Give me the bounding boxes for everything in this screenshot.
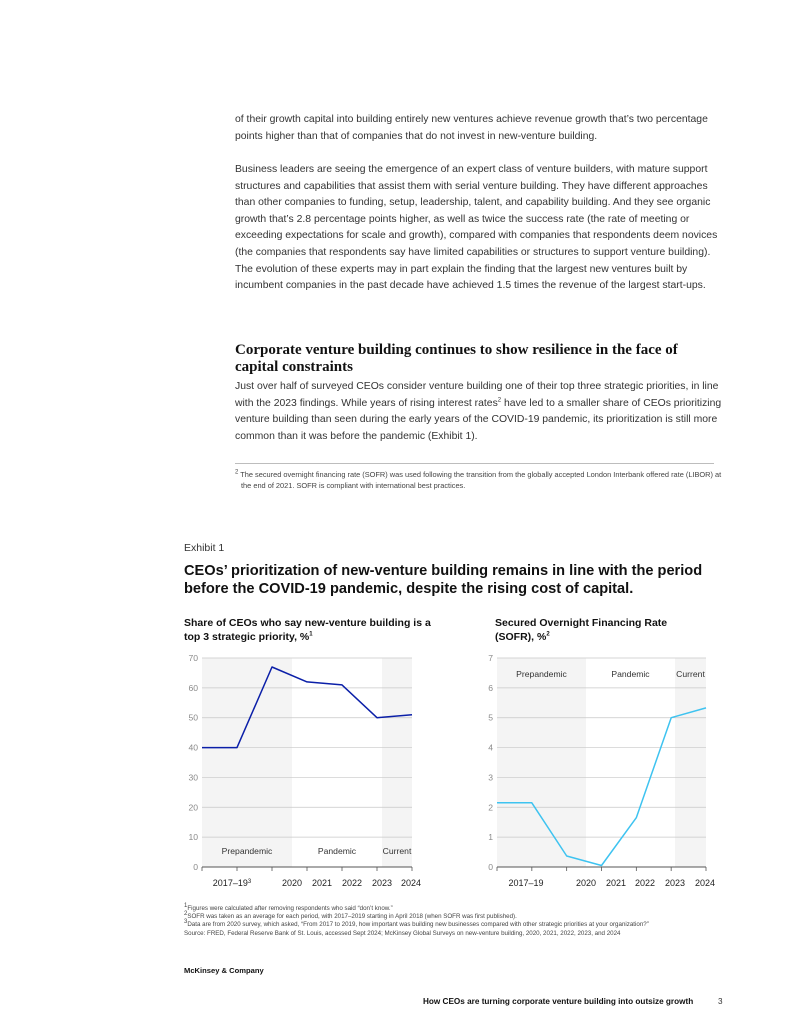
body-paragraph-1: of their growth capital into building entirely new ventures achieve revenue growth that’s two percentage points higher than that of companies that do not invest in new-venture building. (235, 114, 708, 142)
right-region-current-shade (675, 658, 706, 867)
right-x-tick-label: 2021 (605, 878, 627, 888)
note-2-number: 2 (184, 911, 188, 918)
right-chart-title-sup: 2 (546, 631, 550, 637)
right-x-tick-label: 2020 (575, 878, 597, 888)
right-x-tick-label: 2023 (664, 878, 686, 888)
note-3-text: Data are from 2020 survey, which asked, “From 2017 to 2019, how important was building new businesses compared with other strategic priorities at your organization?” (187, 921, 649, 929)
note-3 (184, 921, 724, 929)
left-y-tick-label: 0 (193, 862, 198, 872)
left-x-tick-label: 2024 (400, 878, 422, 888)
page-number: 3 (718, 997, 723, 1006)
body-paragraph-3-text-a: Just over half of surveyed CEOs consider venture building one of their top three strategic priorities, in line with the 2023 findings. While years of rising interest rates (235, 381, 719, 409)
left-x-tick-label: 2021 (311, 878, 333, 888)
left-chart (188, 653, 421, 888)
right-chart-title-text: Secured Overnight Financing Rate (SOFR), % (495, 617, 668, 643)
right-x-tick-label: 2017–19 (508, 878, 544, 888)
right-region-label-current: Current (676, 669, 705, 679)
body-paragraph-2: Business leaders are seeing the emergence of an expert class of venture builders, with mature support structures and capabilities that assist them with serial venture building. They have different approaches than other companies to funding, setup, leadership, talent, and capability building. And they see organic growth that’s 2.8 percentage points higher, as well as twice the success rate (the rate of meeting or exceeding expectations for scale and growth), compared with companies that respondents deem novices (the companies that respondents say have limited capabilities or structures to support venture building). The evolution of these experts may in part explain the finding that the largest new ventures built by incumbent companies in the past decade have achieved 1.5 times the revenue of the largest start-ups. (235, 164, 718, 292)
exhibit-label: Exhibit 1 (184, 542, 225, 554)
note-1-number: 1 (184, 902, 188, 909)
right-region-label-pandemic: Pandemic (611, 669, 650, 679)
footnote-ref-2: 2 (497, 397, 502, 404)
left-y-tick-label: 40 (188, 742, 198, 753)
note-2-text: SOFR was taken as an average for each period, with 2017–2019 starting in April 2018 (when SOFR was first published). (187, 913, 517, 921)
footnote-number: 2 (235, 469, 239, 476)
left-region-prepandemic-shade (202, 658, 292, 867)
right-y-tick-label: 4 (488, 742, 493, 753)
left-x-tick-label: 2023 (371, 878, 393, 888)
right-x-tick-label: 2024 (694, 878, 716, 888)
left-x-tick-label: $2017-19^3$ (212, 878, 252, 888)
right-region-label-prepandemic: Prepandemic (516, 669, 567, 679)
right-y-tick-label: 7 (488, 653, 493, 663)
left-region-label-pandemic: Pandemic (317, 846, 357, 856)
source-note: Source: FRED, Federal Reserve Bank of St. Louis, accessed Sept 2024; McKinsey Global Surveys on new-venture building, 2020, 2021, 2022, 2023, and 2024 (184, 929, 621, 937)
note-1-text: Figures were calculated after removing respondents who said “don’t know.” (187, 905, 393, 912)
brand-name: McKinsey & Company (184, 966, 264, 975)
left-region-label-current: Current (382, 846, 412, 856)
left-region-label-prepandemic: Prepandemic (221, 846, 273, 856)
right-y-tick-label: 0 (488, 862, 493, 872)
left-chart-title-sup: 1 (309, 631, 313, 637)
note-3-number: 3 (184, 919, 188, 926)
left-y-tick-label: 30 (188, 772, 198, 783)
left-y-tick-label: 60 (188, 682, 198, 693)
right-y-tick-label: 5 (488, 712, 493, 723)
note-1 (184, 902, 724, 913)
right-y-tick-label: 3 (488, 772, 493, 783)
left-x-tick-label: 2020 (281, 878, 303, 888)
left-y-tick-label: 10 (188, 832, 198, 843)
body-paragraph-3-text-b: have led to a smaller share of CEOs prioritizing venture building than seen during the early years of the COVID-19 pandemic, its prioritization is still more common than it was before the pandemic (Exhibit 1). (235, 397, 722, 442)
running-title: How CEOs are turning corporate venture building into outsize growth (423, 997, 694, 1006)
left-x-tick-label: 2022 (341, 878, 363, 888)
right-y-tick-label: 1 (488, 832, 493, 843)
right-chart (488, 653, 715, 888)
left-y-tick-label: 70 (188, 653, 198, 663)
left-y-tick-label: 50 (188, 712, 198, 723)
left-y-tick-label: 20 (188, 802, 198, 813)
left-chart-title-text: Share of CEOs who say new-venture building is a top 3 strategic priority, % (184, 617, 431, 643)
right-region-prepandemic-shade (497, 658, 586, 867)
section-heading: Corporate venture building continues to show resilience in the face of capital constraints (235, 342, 678, 375)
footnote-text: The secured overnight financing rate (SOFR) was used following the transition from the globally accepted London Interbank offered rate (LIBOR) at the end of 2021. SOFR is compliant with international best practices. (238, 470, 722, 490)
left-region-current-shade (382, 658, 412, 867)
right-x-tick-label: 2022 (634, 878, 656, 888)
exhibit-notes (184, 902, 724, 938)
right-y-tick-label: 6 (488, 682, 493, 693)
exhibit-title: CEOs’ prioritization of new-venture building remains in line with the period before the COVID-19 pandemic, despite the rising cost of capital. (184, 563, 703, 597)
right-y-tick-label: 2 (488, 802, 493, 813)
